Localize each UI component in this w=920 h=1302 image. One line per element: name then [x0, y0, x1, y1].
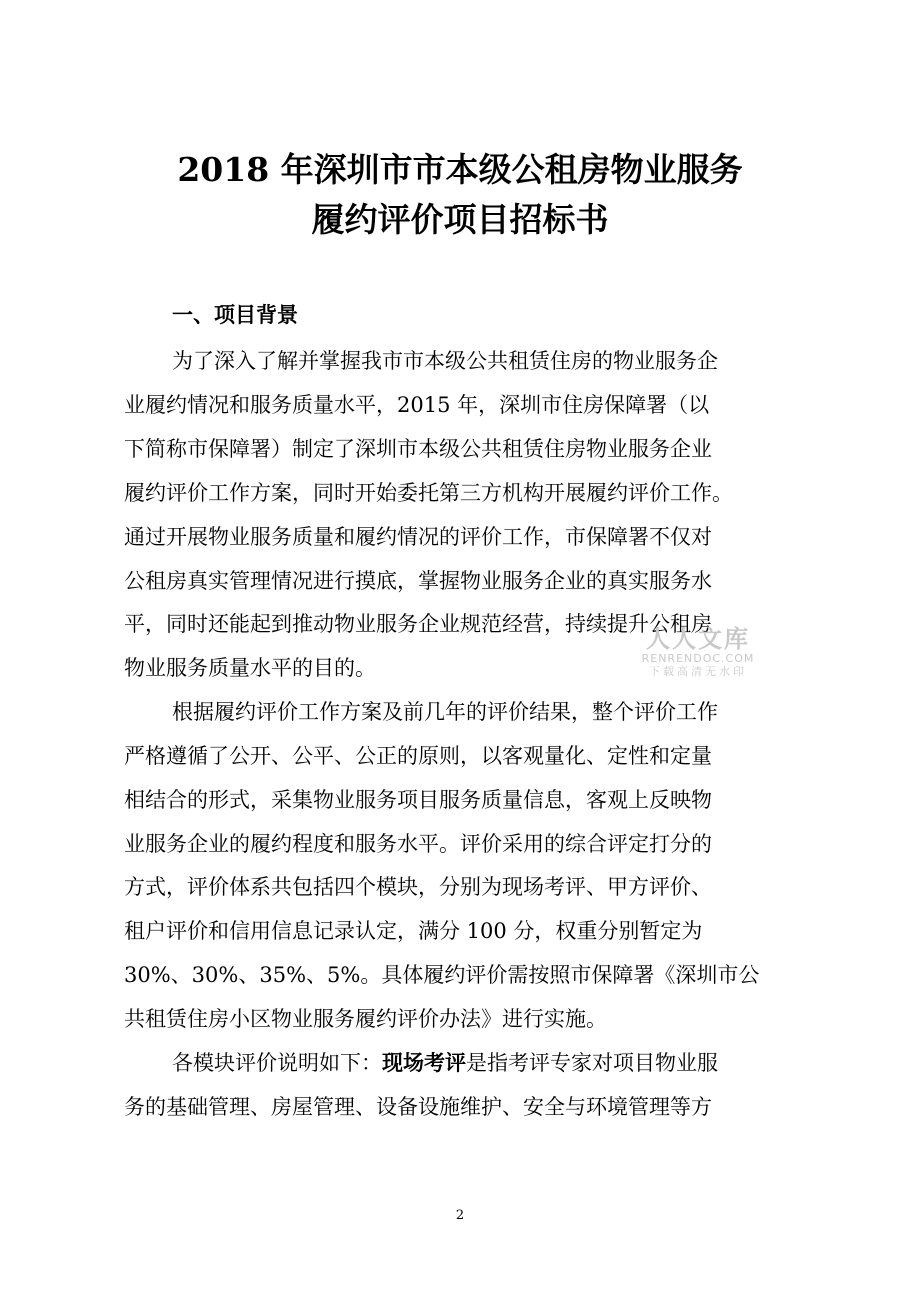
paragraph-1-line: 公租房真实管理情况进行摸底，掌握物业服务企业的真实服务水: [124, 569, 712, 593]
paragraph-2-line: 业服务企业的履约程度和服务水平。评价采用的综合评定打分的: [124, 832, 712, 856]
watermark-domain: RENRENDOC.COM: [641, 652, 755, 665]
document-title-line-1: 2018 年深圳市市本级公租房物业服务: [177, 150, 743, 189]
paragraph-1-line: 通过开展物业服务质量和履约情况的评价工作，市保障署不仅对: [124, 525, 712, 549]
paragraph-3-lead: 各模块评价说明如下：: [172, 1051, 382, 1075]
watermark-brand: 人人文库: [646, 625, 750, 653]
paragraph-2-line: 方式，评价体系共包括四个模块，分别为现场考评、甲方评价、: [124, 875, 712, 899]
paragraph-1-line: 业履约情况和服务质量水平，2015 年，深圳市住房保障署（以: [124, 393, 710, 417]
section-heading: 一、项目背景: [172, 302, 298, 327]
paragraph-3-line: 务的基础管理、房屋管理、设备设施维护、安全与环境管理等方: [124, 1095, 712, 1119]
paragraph-1-line: 下简称市保障署）制定了深圳市本级公共租赁住房物业服务企业: [124, 437, 712, 461]
paragraph-3-tail: 是指考评专家对项目物业服: [466, 1051, 718, 1075]
paragraph-2-line: 租户评价和信用信息记录认定，满分 100 分，权重分别暂定为: [124, 919, 703, 943]
watermark-slogan: 下载高清无水印: [649, 665, 747, 678]
paragraph-2-line: 30%、30%、35%、5%。具体履约评价需按照市保障署《深圳市公: [124, 963, 760, 987]
watermark: [618, 626, 778, 678]
paragraph-2-line: 严格遵循了公开、公平、公正的原则，以客观量化、定性和定量: [124, 744, 712, 768]
paragraph-2-line: 共租赁住房小区物业服务履约评价办法》进行实施。: [124, 1007, 607, 1031]
paragraph-1-line: 履约评价工作方案，同时开始委托第三方机构开展履约评价工作。: [124, 481, 733, 505]
paragraph-2-line: 根据履约评价工作方案及前几年的评价结果，整个评价工作: [172, 700, 718, 724]
document-title-line-2: 履约评价项目招标书: [311, 200, 609, 239]
paragraph-1-line: 平，同时还能起到推动物业服务企业规范经营，持续提升公租房: [124, 612, 712, 636]
page-number: 2: [455, 1208, 465, 1223]
paragraph-1-line: 为了深入了解并掌握我市市本级公共租赁住房的物业服务企: [172, 349, 718, 373]
paragraph-3-line: [172, 1047, 872, 1079]
paragraph-2-line: 相结合的形式，采集物业服务项目服务质量信息，客观上反映物: [124, 788, 712, 812]
paragraph-1-line: 物业服务质量水平的目的。: [124, 656, 376, 680]
paragraph-3-bold-term: 现场考评: [382, 1050, 466, 1075]
